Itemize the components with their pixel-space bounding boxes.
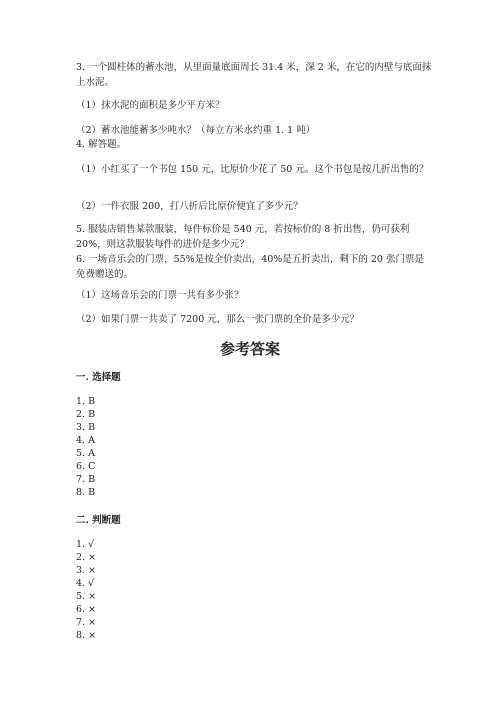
- answer-item: 1. √: [76, 539, 95, 550]
- answer-item: 2. B: [76, 409, 96, 420]
- answer-item: 4. √: [76, 578, 95, 589]
- answer-item: 8. B: [76, 487, 96, 498]
- question-6-part-1: （1）这场音乐会的门票一共有多少张？: [76, 290, 244, 301]
- question-4-part-1: （1）小红买了一个书包 150 元，比原价少花了 50 元。这个书包是按几折出售的？: [76, 164, 429, 175]
- answers-heading: 参考答案: [219, 340, 280, 358]
- question-6-text: 6. 一场音乐会的门票，55%是按全价卖出，40%是五折卖出，剩下的 20 张门票是免费赠送的。: [76, 254, 424, 280]
- answer-item: 5. ×: [76, 591, 97, 602]
- section-title-true-false: 二. 判断题: [76, 515, 121, 526]
- question-6-part-2: （2）如果门票一共卖了 7200 元，那么一张门票的全价是多少元？: [76, 314, 360, 325]
- question-3-part-2: （2）蓄水池能蓄多少吨水？（每立方米水约重 1. 1 吨）: [76, 125, 316, 136]
- answer-item: 8. ×: [76, 630, 97, 641]
- answer-item: 6. ×: [76, 604, 97, 615]
- answer-item: 7. B: [76, 474, 96, 485]
- question-3-text: 3. 一个圆柱体的蓄水池，从里面量底面周长 31.4 米，深 2 米，在它的内壁与底面抹上水泥。: [76, 62, 432, 88]
- answer-item: 3. ×: [76, 565, 97, 576]
- answer-item: 2. ×: [76, 552, 97, 563]
- answer-item: 3. B: [76, 422, 96, 433]
- question-4-title: 4. 解答题。: [76, 139, 127, 150]
- answer-item: 4. A: [76, 435, 95, 446]
- question-5-text: 5. 服装店销售某款服装，每件标价是 540 元，若按标价的 8 折出售，仍可获利 20%，则这款服装每件的进价是多少元？: [76, 224, 410, 250]
- section-title-multiple-choice: 一. 选择题: [76, 372, 121, 383]
- answer-item: 5. A: [76, 448, 95, 459]
- answer-item: 6. C: [76, 461, 96, 472]
- question-4-part-2: （2）一件衣服 200，打八折后比原价便宜了多少元？: [76, 201, 303, 212]
- answer-item: 1. B: [76, 396, 96, 407]
- question-3-part-1: （1）抹水泥的面积是多少平方米？: [76, 100, 225, 111]
- answer-item: 7. ×: [76, 617, 97, 628]
